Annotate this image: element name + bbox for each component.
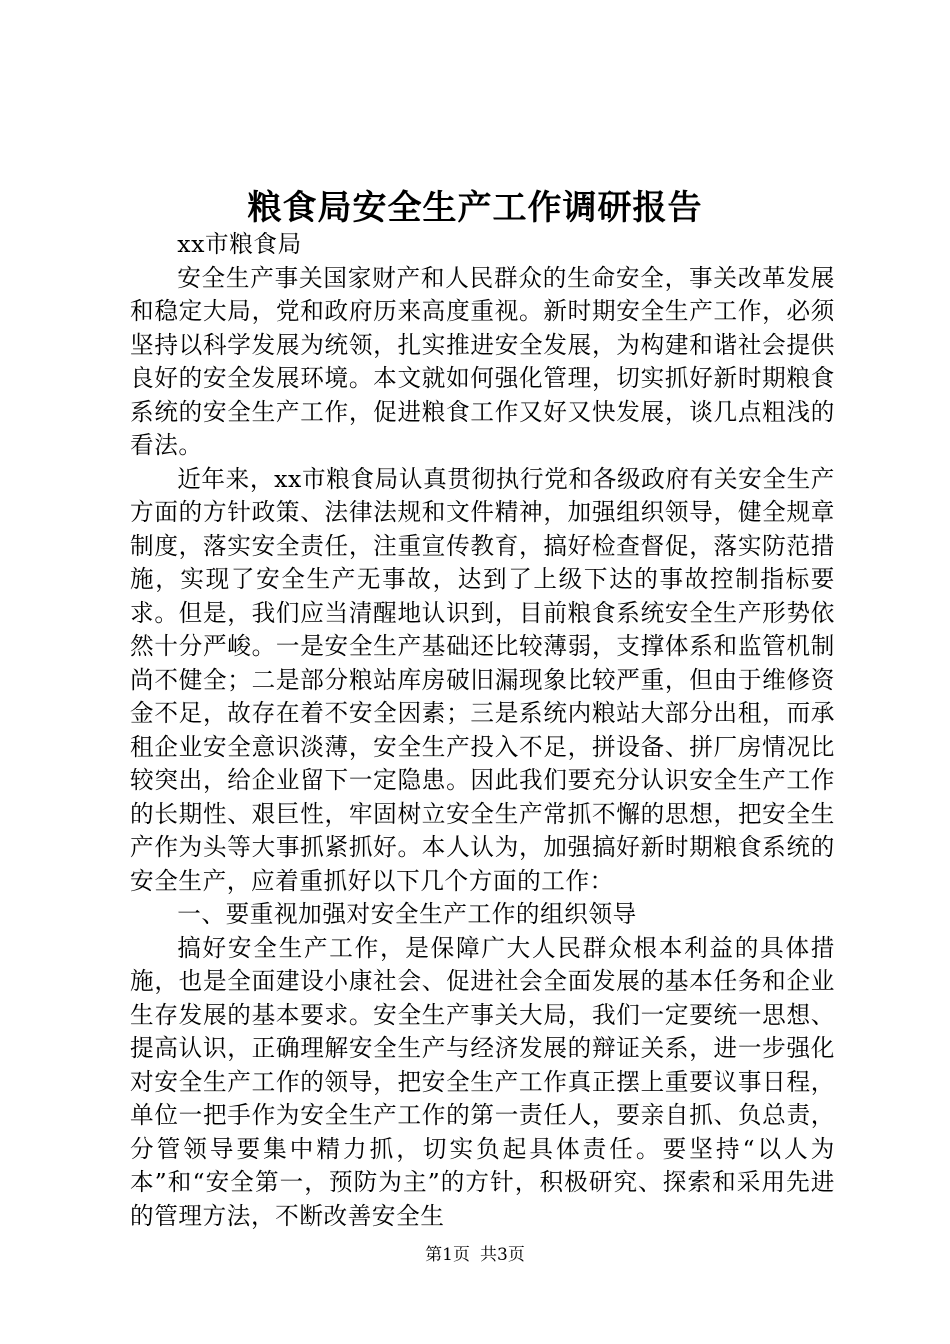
page-number: 第1页 bbox=[425, 1245, 470, 1265]
document-title: 粮食局安全生产工作调研报告 bbox=[247, 188, 703, 228]
page-footer bbox=[0, 1243, 950, 1267]
author-line: xx市粮食局 bbox=[177, 230, 302, 258]
paragraph-intro: 安全生产事关国家财产和人民群众的生命安全，事关改革发展和稳定大局，党和政府历来高度重视。新时期安全生产工作，必须坚持以科学发展为统领，扎实推进安全发展，为构建和谐社会提供良好的安全发展环境。本文就如何强化管理，切实抓好新时期粮食系统的安全生产工作，促进粮食工作又好又快发展，谈几点粗浅的看法。 bbox=[130, 263, 835, 459]
paragraph-section-1: 搞好安全生产工作，是保障广大人民群众根本利益的具体措施，也是全面建设小康社会、促进社会全面发展的基本任务和企业生存发展的基本要求。安全生产事关大局，我们一定要统一思想、提高认识，正确理解安全生产与经济发展的辩证关系，进一步强化对安全生产工作的领导，把安全生产工作真正摆上重要议事日程，单位一把手作为安全生产工作的第一责任人，要亲自抓、负总责，分管领导要集中精力抓，切实负起具体责任。要坚持“以人为本”和“安全第一，预防为主”的方针，积极研究、探索和采用先进的管理方法，不断改善安全生 bbox=[130, 933, 835, 1230]
section-heading-1: 一、要重视加强对安全生产工作的组织领导 bbox=[177, 900, 637, 928]
paragraph-situation: 近年来，xx市粮食局认真贯彻执行党和各级政府有关安全生产方面的方针政策、法律法规和文件精神，加强组织领导，健全规章制度，落实安全责任，注重宣传教育，搞好检查督促，落实防范措施，实现了安全生产无事故，达到了上级下达的事故控制指标要求。但是，我们应当清醒地认识到，目前粮食系统安全生产形势依然十分严峻。一是安全生产基础还比较薄弱，支撑体系和监管机制尚不健全；二是部分粮站库房破旧漏现象比较严重，但由于维修资金不足，故存在着不安全因素；三是系统内粮站大部分出租，而承租企业安全意识淡薄，安全生产投入不足，拼设备、拼厂房情况比较突出，给企业留下一定隐患。因此我们要充分认识安全生产工作的长期性、艰巨性，牢固树立安全生产常抓不懈的思想，把安全生产作为头等大事抓紧抓好。本人认为，加强搞好新时期粮食系统的安全生产，应着重抓好以下几个方面的工作： bbox=[130, 464, 835, 895]
page-total: 共3页 bbox=[480, 1245, 525, 1265]
document-body bbox=[130, 228, 835, 1233]
